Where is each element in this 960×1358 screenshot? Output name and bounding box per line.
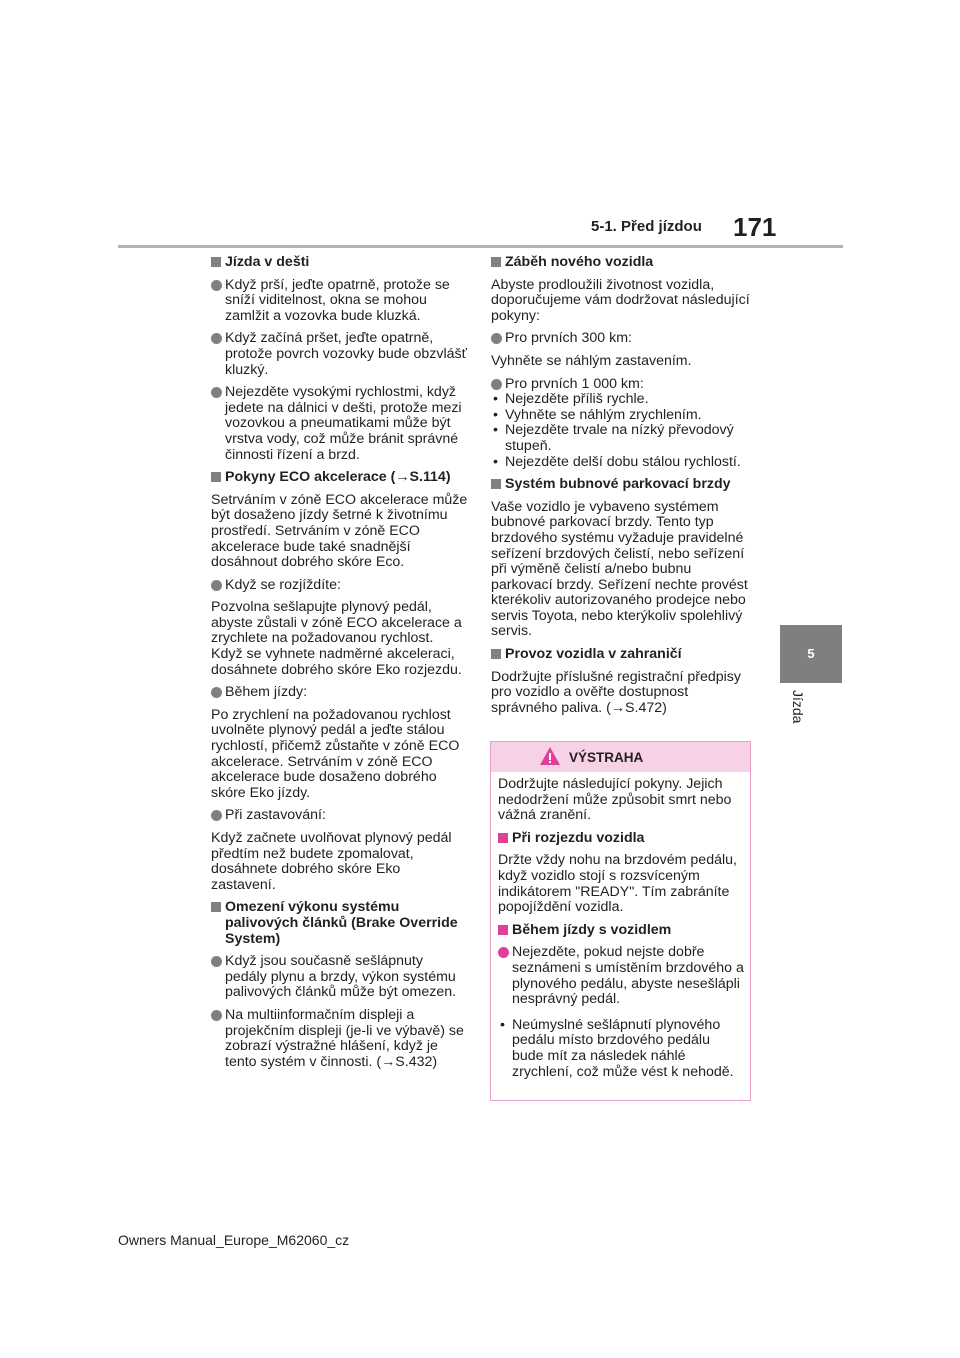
warning-drive-bullet: Nejezděte, pokud nejste dobře seznámeni s umístěním brzdového a plynového pedálu, abyste nesešlápli nesprávný pedál.: [498, 945, 745, 1007]
list-item: • Vyhněte se náhlým zrychlením.: [493, 406, 702, 423]
warning-box: [490, 741, 751, 1101]
square-bullet-icon: [498, 925, 508, 935]
right-column: [491, 255, 751, 723]
breakin-paragraph: Abyste prodloužili životnost vozidla, doporučujeme vám dodržovat následující pokyny:: [491, 276, 750, 324]
breakin-heading: Záběh nového vozidla: [491, 255, 751, 271]
warning-body: [491, 772, 750, 1080]
abroad-heading: Provoz vozidla v zahraničí: [491, 647, 751, 663]
rain-bullet-2: Když začíná pršet, jeďte opatrně, protože povrch vozovky bude obzvlášť kluzký.: [211, 331, 468, 378]
list-item: • Nejezděte příliš rychle.: [493, 391, 649, 408]
circle-bullet-icon: [491, 379, 502, 390]
warning-header: [491, 742, 750, 772]
square-bullet-icon: [491, 649, 501, 659]
circle-bullet-icon: [211, 1010, 222, 1021]
eco-bullet-3: Při zastavování:: [211, 808, 468, 824]
circle-bullet-icon: [498, 947, 509, 958]
rain-bullet-3: Nejezděte vysokými rychlostmi, když jedete na dálnici v dešti, protože mezi vozovkou a pneumatikami může být vrstva vody, což může bránit správné činnosti řízení a brzd.: [211, 385, 468, 463]
circle-bullet-icon: [211, 580, 222, 591]
circle-bullet-icon: [211, 956, 222, 967]
header-divider: [118, 245, 843, 248]
abroad-paragraph: Dodržujte příslušné registrační předpisy pro vozidlo a ověřte dostupnost správného paliva. (→S.472): [491, 668, 741, 716]
breakin-bullet-1: Pro prvních 300 km:: [491, 331, 751, 347]
list-item: • Nejezděte delší dobu stálou rychlostí.: [493, 453, 741, 470]
circle-bullet-icon: [211, 687, 222, 698]
square-bullet-icon: [211, 257, 221, 267]
eco-bullet-3-text: Když začnete uvolňovat plynový pedál předtím než budete zpomalovat, dosáhnete dobrého skóre Eko zastavení.: [211, 830, 452, 893]
chapter-label: Jízda: [790, 690, 806, 724]
footer-doc-id: Owners Manual_Europe_M62060_cz: [118, 1232, 350, 1248]
drum-paragraph: Vaše vozidlo je vybaveno systémem bubnové parkovací brzdy. Tento typ brzdového systému vyžaduje pravidelné seřízení brzdových čelistí, nebo seřízení při výměně čelistí a/nebo bubnu parkovací brzdy. Seřízení nechte provést kterékoliv autorizovaného prodejce nebo servis Toyota, nebo kterýkoliv spolehlivý servis.: [491, 498, 748, 640]
breakin-bullet-1-text: Vyhněte se náhlým zastavením.: [491, 352, 692, 369]
square-bullet-icon: [498, 833, 508, 843]
eco-paragraph: Setrváním v zóně ECO akcelerace může být dosaženo jízdy šetrné k životnímu prostředí. Setrváním v zóně ECO akcelerace bude také snadnější dosáhnout dobrého skóre Eco.: [211, 491, 468, 571]
list-item: • Nejezděte trvale na nízký převodový stupeň.: [493, 422, 734, 454]
eco-heading: Pokyny ECO akcelerace (→S.114): [211, 470, 468, 486]
breakin-bullet-2: Pro prvních 1 000 km:: [491, 377, 751, 393]
warning-drive-heading: Během jízdy s vozidlem: [498, 923, 745, 939]
eco-bullet-2: Během jízdy:: [211, 685, 468, 701]
circle-bullet-icon: [211, 387, 222, 398]
chapter-tab: 5: [780, 625, 842, 683]
circle-bullet-icon: [211, 810, 222, 821]
list-item: • Neúmyslné sešlápnutí plynového pedálu místo brzdového pedálu bude mít za následek náhlé zrychlení, což může vést k nehodě.: [500, 1016, 734, 1080]
rain-heading: Jízda v dešti: [211, 255, 468, 271]
warning-start-heading: Při rozjezdu vozidla: [498, 831, 745, 847]
square-bullet-icon: [491, 479, 501, 489]
drum-heading: Systém bubnové parkovací brzdy: [491, 477, 751, 493]
left-column: [211, 255, 468, 1077]
limit-heading: Omezení výkonu systému palivových článků (Brake Override System): [211, 900, 468, 947]
square-bullet-icon: [491, 257, 501, 267]
eco-bullet-1: Když se rozjíždíte:: [211, 578, 468, 594]
limit-bullet-1: Když jsou současně sešlápnuty pedály plynu a brzdy, výkon systému palivových článků může být omezen.: [211, 954, 468, 1001]
circle-bullet-icon: [211, 280, 222, 291]
limit-bullet-2: Na multiinformačním displeji a projekčním displeji (je-li ve výbavě) se zobrazí výstražné hlášení, když je tento systém v činnosti. (→S.432): [211, 1008, 468, 1070]
square-bullet-icon: [211, 902, 221, 912]
warning-intro: Dodržujte následující pokyny. Jejich nedodržení může způsobit smrt nebo vážná zranění.: [498, 776, 732, 824]
square-bullet-icon: [211, 472, 221, 482]
page-number: 171: [733, 212, 777, 242]
rain-bullet-1: Když prší, jeďte opatrně, protože se sníží viditelnost, okna se mohou zamlžit a vozovka bude kluzká.: [211, 278, 468, 325]
circle-bullet-icon: [211, 333, 222, 344]
circle-bullet-icon: [491, 333, 502, 344]
breakin-list: [491, 392, 751, 470]
eco-bullet-1-text: Pozvolna sešlapujte plynový pedál, abyste zůstali v zóně ECO akcelerace a zrychlete na požadovanou rychlost. Když se vyhnete nadměrné akceleraci, dosáhnete dobrého skóre Eko rozjezdu.: [211, 599, 462, 678]
warning-triangle-icon: [539, 746, 561, 766]
eco-bullet-2-text: Po zrychlení na požadovanou rychlost uvolněte plynový pedál a jeďte stálou rychlostí, přičemž zůstaňte v zóně ECO akcelerace. Setrváním v zóně ECO akcelerace bude dosaženo dobrého skóre Eko jízdy.: [211, 706, 460, 801]
warning-start-paragraph: Držte vždy nohu na brzdovém pedálu, když vozidlo stojí s rozsvíceným indikátorem "READY". Tím zabráníte popojíždění vozidla.: [498, 852, 737, 916]
warning-title: VÝSTRAHA: [569, 750, 644, 765]
section-title: 5-1. Před jízdou: [591, 218, 702, 235]
